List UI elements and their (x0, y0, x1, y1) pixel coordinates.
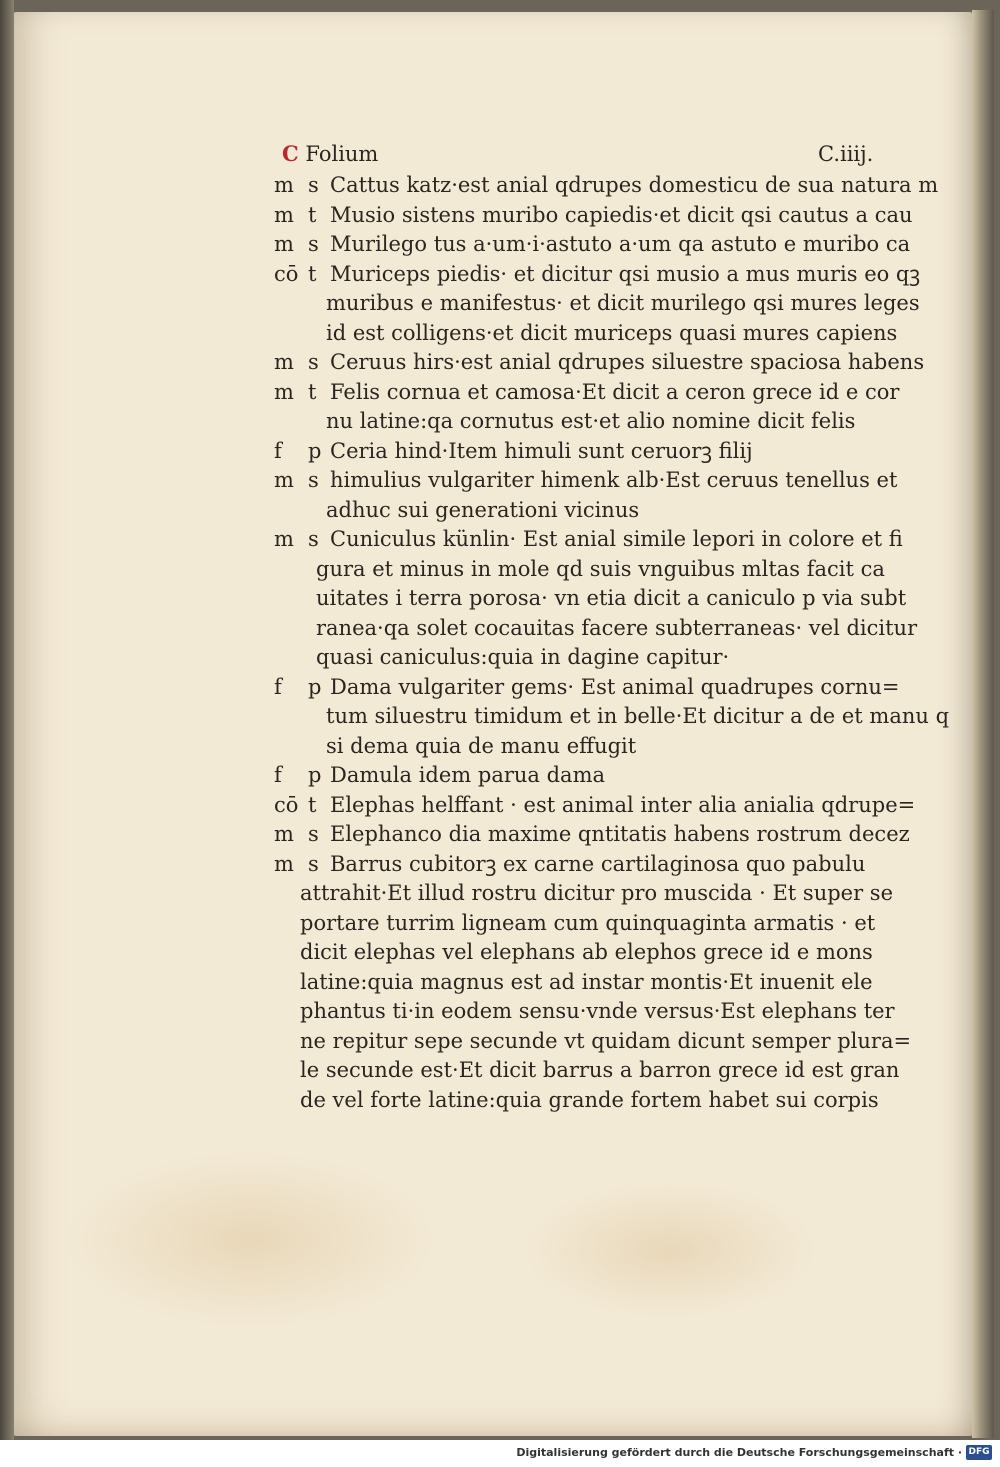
grammar-gender-mark: f (274, 763, 282, 787)
grammar-gender-mark: f (274, 674, 282, 699)
grammar-declension-mark: s (308, 232, 319, 256)
text-line (0, 377, 900, 407)
footer-bar (0, 1440, 1000, 1467)
line-text: Dama vulgariter gems· Est animal quadrupes cornu= (330, 674, 900, 699)
grammar-gender-mark: m (274, 468, 294, 492)
line-text: Muriceps piedis· et dicitur qsi musio a mus muris eo qꝫ (330, 261, 921, 286)
grammar-declension-mark: p (308, 438, 322, 463)
line-text: nu latine:qa cornutus est·et alio nomine dicit felis (326, 409, 856, 433)
line-text: Damula idem parua dama (330, 763, 605, 787)
text-line (0, 1055, 900, 1085)
grammar-gender-mark: m (274, 350, 294, 374)
stain (60, 1150, 440, 1330)
line-text: Elephanco dia maxime qntitatis habens rostrum decez (330, 822, 910, 846)
page-stack-edge-right (972, 10, 994, 1438)
line-text: le secunde est·Et dicit barrus a barron grece id est gran (300, 1058, 900, 1082)
line-text: id est colligens·et dicit muriceps quasi mures capiens (326, 320, 898, 345)
line-text: portare turrim ligneam cum quinquaginta armatis · et (300, 910, 876, 935)
grammar-declension-mark: p (308, 763, 322, 787)
grammar-declension-mark: t (308, 379, 317, 404)
text-line (0, 908, 880, 938)
text-line (0, 701, 950, 731)
text-line (0, 819, 910, 849)
line-text: phantus ti·in eodem sensu·vnde versus·Est elephans ter (300, 999, 895, 1023)
text-line (0, 1085, 880, 1115)
text-line (0, 288, 920, 318)
grammar-declension-mark: s (308, 468, 319, 492)
text-line (0, 200, 913, 230)
grammar-gender-mark: f (274, 438, 282, 463)
line-text: ne repitur sepe secunde vt quidam dicunt semper plura= (300, 1028, 912, 1053)
text-line (0, 170, 939, 200)
grammar-declension-mark: s (308, 173, 319, 197)
text-line (0, 760, 880, 790)
text-line (0, 583, 907, 613)
grammar-declension-mark: s (308, 822, 319, 846)
grammar-gender-mark: cō (274, 792, 299, 817)
grammar-gender-mark: m (274, 527, 294, 551)
line-text: ranea·qa solet cocauitas facere subterraneas· vel dicitur (316, 615, 918, 640)
dfg-logo: DFG (966, 1445, 992, 1460)
text-line (0, 259, 921, 289)
text-line (0, 613, 918, 643)
grammar-gender-mark: m (274, 822, 294, 846)
grammar-gender-mark: m (274, 173, 294, 197)
grammar-declension-mark: s (308, 851, 319, 876)
line-text: Ceria hind·Item himuli sunt ceruorꝫ filij (330, 438, 753, 463)
text-line (0, 731, 880, 761)
text-line (0, 878, 894, 908)
page-header (282, 139, 882, 169)
grammar-gender-mark: cō (274, 261, 299, 286)
header-folium: Folium (305, 142, 379, 166)
text-line (0, 229, 911, 259)
text-line (0, 937, 880, 967)
line-text: Felis cornua et camosa·Et dicit a ceron grece id e cor (330, 379, 900, 404)
line-text: Ceruus hirs·est anial qdrupes siluestre spaciosa habens (330, 350, 925, 374)
grammar-gender-mark: m (274, 202, 294, 227)
line-text: quasi caniculus:quia in dagine capitur· (316, 645, 730, 669)
line-text: attrahit·Et illud rostru dicitur pro muscida · Et super se (300, 881, 894, 905)
text-line (0, 347, 925, 377)
text-line (0, 790, 916, 820)
grammar-declension-mark: t (308, 202, 317, 227)
line-text: dicit elephas vel elephans ab elephos grece id e mons (300, 940, 873, 964)
grammar-declension-mark: t (308, 792, 317, 817)
grammar-declension-mark: s (308, 350, 319, 374)
text-line (0, 554, 885, 584)
text-line (0, 318, 898, 348)
text-line (0, 524, 903, 554)
line-text: Musio sistens muribo capiedis·et dicit qsi cautus a cau (330, 202, 913, 227)
line-text: muribus e manifestus· et dicit murilego qsi mures leges (326, 291, 920, 315)
line-text: latine:quia magnus est ad instar montis·Et inuenit ele (300, 969, 873, 994)
line-text: uitates i terra porosa· vn etia dicit a caniculo p via subt (316, 586, 907, 610)
text-line (0, 672, 900, 702)
text-line (0, 1026, 912, 1056)
grammar-gender-mark: m (274, 851, 294, 876)
line-text: Murilego tus a·um·i·astuto a·um qa astuto e muribo ca (330, 232, 911, 256)
grammar-declension-mark: s (308, 527, 319, 551)
text-line (0, 967, 880, 997)
text-line (0, 436, 880, 466)
grammar-gender-mark: m (274, 232, 294, 256)
paragraph-mark-icon: C (282, 141, 299, 166)
text-line (0, 849, 880, 879)
line-text: Elephas helffant · est animal inter alia anialia qdrupe= (330, 792, 916, 817)
text-line (0, 642, 880, 672)
line-text: gura et minus in mole qd suis vnguibus mltas facit ca (316, 556, 885, 581)
line-text: adhuc sui generationi vicinus (326, 497, 640, 522)
stain (520, 1180, 820, 1320)
footer-credit: Digitalisierung gefördert durch die Deutsche Forschungsgemeinschaft · (516, 1446, 962, 1459)
grammar-gender-mark: m (274, 379, 294, 404)
line-text: tum siluestru timidum et in belle·Et dicitur a de et manu q (326, 704, 950, 728)
grammar-declension-mark: t (308, 261, 317, 286)
line-text: Cuniculus künlin· Est anial simile lepori in colore et fi (330, 527, 903, 551)
text-line (0, 996, 895, 1026)
line-text: de vel forte latine:quia grande fortem habet sui corpis (300, 1087, 879, 1112)
header-folio-number: C.iiij. (818, 142, 874, 166)
line-text: Cattus katz·est anial qdrupes domesticu de sua natura m (330, 173, 939, 197)
text-line (0, 495, 880, 525)
text-line (0, 406, 880, 436)
text-line (0, 465, 898, 495)
line-text: si dema quia de manu effugit (326, 733, 637, 758)
grammar-declension-mark: p (308, 674, 322, 699)
line-text: himulius vulgariter himenk alb·Est ceruus tenellus et (330, 468, 898, 492)
line-text: Barrus cubitorꝫ ex carne cartilaginosa quo pabulu (330, 851, 866, 876)
